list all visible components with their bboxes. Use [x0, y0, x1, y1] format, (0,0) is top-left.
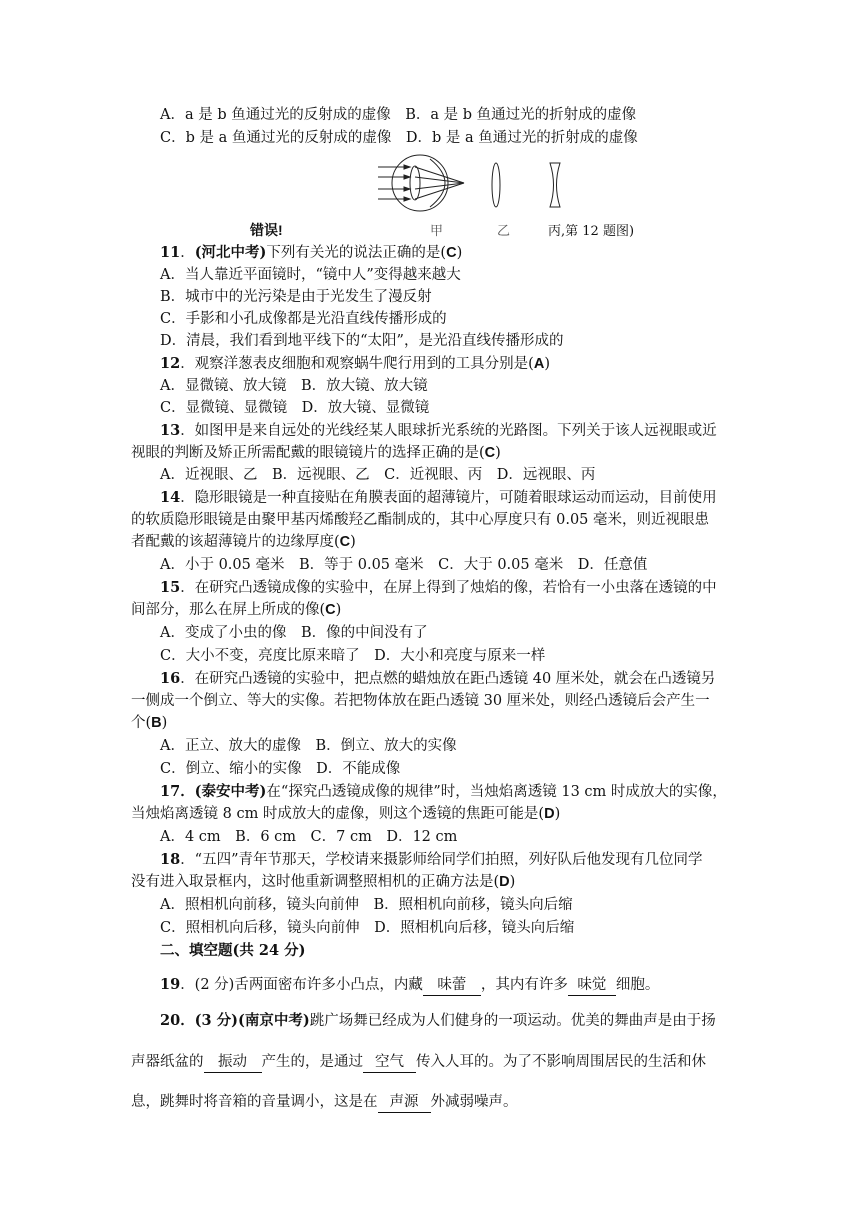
figure-label-yi: 乙	[497, 224, 511, 239]
q14-stem-3: 者配戴的该超薄镜片的边缘厚度(C)	[131, 534, 356, 550]
q12-options-cd: C．显微镜、显微镜 D．放大镜、显微镜	[160, 400, 430, 416]
q16-options-ab: A．正立、放大的虚像 B．倒立、放大的实像	[160, 738, 457, 754]
q20-text-2: 声器纸盆的 振动 产生的，是通过 空气 传入人耳的。为了不影响周围居民的生活和休	[131, 1051, 706, 1073]
q19-blank-2: 味觉	[568, 975, 616, 996]
q20-text-3: 息，跳舞时将音箱的音量调小，这是在 声源 外减弱噪声。	[131, 1091, 518, 1113]
q11-option-c: C．手影和小孔成像都是光沿直线传播形成的	[160, 311, 447, 327]
convex-lens	[492, 163, 500, 207]
q15-stem-1: 15．在研究凸透镜成像的实验中，在屏上得到了烛焰的像，若恰有一小虫落在透镜的中	[160, 579, 717, 596]
q18-options-ab: A．照相机向前移，镜头向前伸 B．照相机向前移，镜头向后缩	[160, 897, 573, 913]
q20-blank-2: 空气	[363, 1052, 416, 1073]
q11-option-a: A．当人靠近平面镜时，“镜中人”变得越来越大	[160, 267, 461, 283]
q20-text-1: 20．(3 分)(南京中考)跳广场舞已经成为人们健身的一项运动。优美的舞曲声是由于扬	[160, 1012, 716, 1029]
q11-option-d: D．清晨，我们看到地平线下的“太阳”，是光沿直线传播形成的	[160, 333, 564, 349]
q20-blank-1: 振动	[204, 1052, 262, 1073]
q15-options-cd: C．大小不变，亮度比原来暗了 D．大小和亮度与原来一样	[160, 648, 546, 664]
q11-option-b: B．城市中的光污染是由于光发生了漫反射	[160, 289, 432, 305]
q16-stem-2: 一侧成一个倒立、等大的实像。若把物体放在距凸透镜 30 厘米处，则经凸透镜后会产生一	[131, 693, 710, 709]
q17-stem-2: 当烛焰离透镜 8 cm 时成放大的虚像，则这个透镜的焦距可能是(D)	[131, 806, 561, 822]
q11-stem: 11．(河北中考)下列有关光的说法正确的是(C)	[160, 244, 463, 261]
eye-diagram	[378, 155, 464, 211]
q16-stem-1: 16．在研究凸透镜的实验中，把点燃的蜡烛放在距凸透镜 40 厘米处，就会在凸透镜另	[160, 670, 716, 687]
q15-options-ab: A．变成了小虫的像 B．像的中间没有了	[160, 625, 428, 641]
figure-error-text: 错误!	[250, 222, 283, 238]
q14-options: A．小于 0.05 毫米 B．等于 0.05 毫米 C．大于 0.05 毫米 D．任意值	[160, 557, 648, 573]
q16-options-cd: C．倒立、缩小的实像 D．不能成像	[160, 761, 401, 777]
q14-stem-2: 的软质隐形眼镜是由聚甲基丙烯酸羟乙酯制成的，其中心厚度只有 0.05 毫米，则近视眼患	[131, 512, 709, 528]
q20-blank-3: 声源	[378, 1092, 431, 1113]
q17-stem-1: 17．(泰安中考)在“探究凸透镜成像的规律”时，当烛焰离透镜 13 cm 时成放大的实像，	[160, 783, 727, 800]
q14-stem-1: 14．隐形眼镜是一种直接贴在角膜表面的超薄镜片，可随着眼球运动而运动，目前使用	[160, 489, 717, 506]
q19-text: 19．(2 分)舌两面密布许多小凸点，内藏 味蕾 ，其内有许多 味觉 细胞。	[160, 974, 659, 996]
q17-options: A．4 cm B．6 cm C．7 cm D．12 cm	[160, 829, 458, 845]
q12-options-ab: A．显微镜、放大镜 B．放大镜、放大镜	[160, 378, 428, 394]
figure-label-jia: 甲	[430, 224, 444, 239]
q10-options-cd: C．b 是 a 鱼通过光的反射成的虚像 D．b 是 a 鱼通过光的折射成的虚像	[160, 130, 638, 146]
figure-caption: 丙,第 12 题图)	[548, 224, 635, 239]
q15-stem-2: 间部分，那么在屏上所成的像(C)	[131, 602, 342, 618]
q18-stem-1: 18．“五四”青年节那天，学校请来摄影师给同学们拍照，列好队后他发现有几位同学	[160, 851, 703, 868]
q13-options: A．近视眼、乙 B．远视眼、乙 C．近视眼、丙 D．远视眼、丙	[160, 467, 596, 483]
q10-options-ab: A．a 是 b 鱼通过光的反射成的虚像 B．a 是 b 鱼通过光的折射成的虚像	[160, 107, 637, 123]
concave-lens	[550, 163, 560, 207]
q18-stem-2: 没有进入取景框内，这时他重新调整照相机的正确方法是(D)	[131, 874, 516, 890]
q19-blank-1: 味蕾	[423, 975, 481, 996]
q18-options-cd: C．照相机向后移，镜头向前伸 D．照相机向后移，镜头向后缩	[160, 920, 575, 936]
q13-stem-1: 13．如图甲是来自远处的光线经某人眼球折光系统的光路图。下列关于该人远视眼或近	[160, 422, 717, 439]
section-fill-in-heading: 二、填空题(共 24 分)	[160, 942, 306, 959]
q12-stem: 12．观察洋葱表皮细胞和观察蜗牛爬行用到的工具分别是(A)	[160, 355, 550, 372]
q16-stem-3: 个(B)	[131, 715, 168, 731]
q13-stem-2: 视眼的判断及矫正所需配戴的眼镜镜片的选择正确的是(C)	[131, 445, 501, 461]
lens-figure	[360, 153, 620, 215]
